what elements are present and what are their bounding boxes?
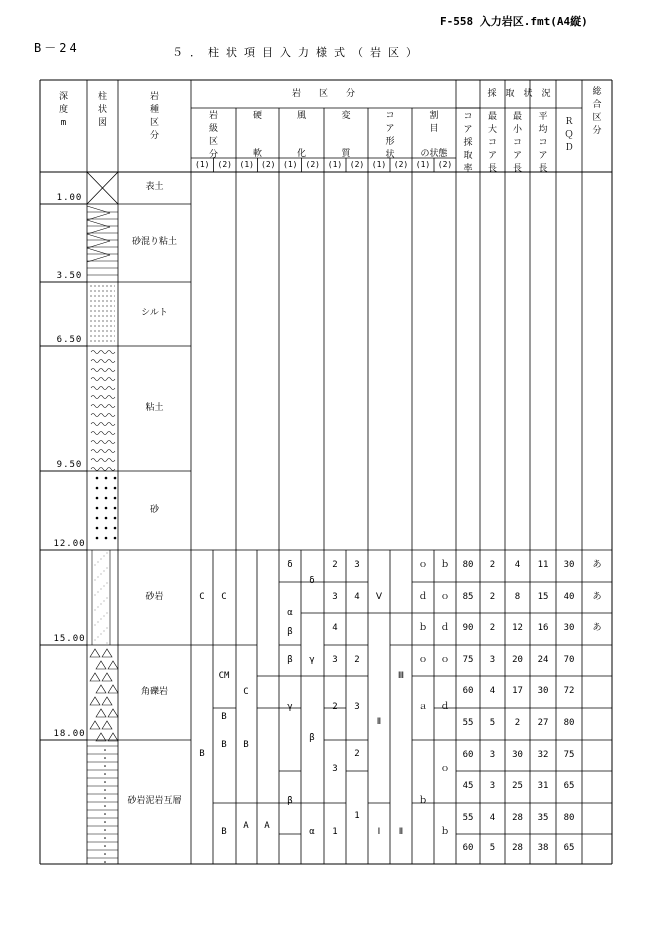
layer-name: 砂岩泥岩互層	[127, 796, 182, 806]
fracture-1: ｏ	[418, 655, 428, 665]
core-shape-header: 形	[385, 137, 395, 147]
weathering-1: β	[287, 655, 293, 665]
weathering-2: γ	[309, 655, 315, 665]
core-recovery-cell: 80	[462, 560, 474, 570]
hardness-1: B	[243, 740, 249, 750]
core-shape-header: 状	[385, 150, 395, 160]
rqd-header: Ｄ	[564, 143, 574, 153]
weathering-1: δ	[287, 560, 293, 570]
hardness-header: 軟	[252, 149, 263, 159]
hardness-1: C	[243, 687, 249, 697]
core-shape-2: Ⅲ	[397, 671, 405, 681]
avg-core-header: 均	[538, 125, 548, 135]
weathering-header: 化	[296, 149, 307, 159]
rqd-header: Ｑ	[564, 130, 574, 140]
layer-name: 粘土	[145, 402, 164, 413]
grade-1: B	[199, 749, 205, 759]
overall-cell: あ	[592, 591, 602, 602]
avg-core-cell: 16	[537, 623, 549, 633]
rock-type-header: 分	[149, 131, 160, 141]
column-chart-header: 図	[97, 118, 108, 128]
overall-header: 合	[592, 100, 602, 110]
max-core-cell: 3	[489, 781, 496, 791]
min-core-header: 最	[512, 112, 523, 122]
alteration-2: 3	[354, 702, 360, 712]
depth-header: m	[60, 118, 67, 128]
sub-col-2: (2)	[437, 160, 453, 169]
fracture-2: ｂ	[440, 560, 450, 570]
min-core-cell: 25	[512, 781, 523, 791]
rock-grade-header: 分	[208, 150, 219, 160]
layer-name: シルト	[141, 308, 168, 318]
weathering-1: γ	[287, 702, 293, 712]
min-core-header: 小	[512, 125, 523, 135]
fracture-2: ｂ	[440, 827, 450, 837]
sub-col-2: (2)	[261, 160, 276, 169]
hardness-1: A	[243, 821, 249, 831]
rqd-cell: 65	[563, 781, 575, 791]
max-core-cell: 3	[489, 749, 496, 760]
core-recovery-cell: 45	[462, 781, 474, 791]
rqd-cell: 30	[563, 623, 575, 633]
layer-name: 砂	[149, 504, 160, 515]
rqd-header: Ｒ	[564, 117, 574, 127]
core-recovery-cell: 90	[462, 623, 474, 633]
weathering-1: β	[287, 796, 293, 806]
max-core-cell: 3	[489, 654, 496, 665]
avg-core-header: 長	[538, 164, 548, 174]
layer-name: 表土	[145, 182, 164, 192]
fracture-2: ｏ	[440, 764, 450, 774]
sub-col-1: (1)	[239, 160, 254, 169]
max-core-header: コ	[487, 138, 498, 148]
alteration-1: 2	[332, 702, 338, 712]
weathering-2: β	[309, 733, 315, 743]
avg-core-cell: 38	[537, 843, 549, 853]
fracture-1: ｂ	[418, 796, 428, 806]
fracture-header: 割	[429, 111, 439, 121]
overall-header: 区	[592, 113, 602, 123]
rqd-cell: 70	[563, 654, 575, 665]
rock-type-header: 岩	[149, 92, 160, 102]
alteration-header: 変	[341, 111, 351, 121]
layer-name: 砂混り粘土	[131, 237, 178, 247]
avg-core-cell: 32	[537, 749, 549, 760]
max-core-cell: 5	[489, 718, 496, 728]
column-chart-header: 柱	[97, 92, 108, 102]
max-core-cell: 2	[489, 560, 496, 570]
grade-2: B	[221, 827, 227, 837]
sub-col-1: (1)	[371, 160, 387, 169]
rock-type-header: 区	[149, 118, 160, 128]
min-core-cell: 20	[512, 654, 523, 665]
alteration-1: 3	[332, 592, 338, 602]
alteration-2: 2	[354, 749, 360, 759]
core-recovery-header: コ	[463, 112, 473, 122]
rqd-cell: 80	[563, 812, 575, 823]
alteration-2: 3	[354, 560, 360, 570]
sub-col-1: (1)	[327, 160, 343, 169]
min-core-cell: 17	[512, 686, 523, 696]
weathering-1: α	[287, 608, 293, 618]
depth-header: 度	[58, 105, 69, 115]
layer-depth: 3.50	[56, 271, 83, 281]
grade-2: B	[221, 740, 227, 750]
overall-header: 分	[592, 126, 602, 136]
weathering-1: β	[287, 627, 293, 637]
avg-core-cell: 11	[537, 560, 549, 570]
rqd-cell: 40	[563, 591, 575, 602]
min-core-header: ア	[512, 151, 523, 161]
max-core-cell: 4	[489, 812, 496, 823]
avg-core-cell: 27	[537, 718, 549, 728]
weathering-header: 風	[296, 111, 307, 121]
boring-id: B－24	[34, 41, 80, 55]
core-recovery-cell: 55	[462, 812, 474, 823]
min-core-cell: 12	[512, 623, 523, 633]
alteration-1: 4	[332, 623, 338, 633]
core-recovery-header: 率	[463, 164, 473, 174]
alteration-header: 質	[341, 149, 351, 159]
grade-1: C	[199, 592, 205, 602]
rock-grade-header: 岩	[208, 111, 219, 121]
rqd-cell: 65	[563, 843, 575, 853]
sub-col-2: (2)	[349, 160, 365, 169]
layer-depth: 1.00	[56, 193, 83, 203]
layer-depth: 15.00	[53, 634, 86, 644]
sub-col-1: (1)	[415, 160, 431, 169]
fracture-2: ｄ	[440, 623, 450, 633]
core-recovery-header: 採	[463, 138, 473, 148]
avg-core-header: 平	[538, 112, 548, 122]
overall-cell: あ	[592, 560, 602, 570]
column-chart-header: 状	[97, 105, 108, 115]
rock-grade-header: 級	[208, 124, 219, 134]
max-core-header: 大	[487, 125, 498, 135]
avg-core-header: ア	[538, 151, 548, 161]
core-recovery-header: ア	[463, 125, 473, 135]
rock-grade-header: 区	[208, 137, 219, 147]
sub-col-2: (2)	[393, 160, 409, 169]
max-core-cell: 4	[489, 686, 496, 696]
fracture-1: ｄ	[418, 592, 428, 602]
core-shape-2: Ⅱ	[398, 827, 404, 837]
min-core-cell: 4	[514, 560, 521, 570]
min-core-header: 長	[512, 164, 523, 174]
alteration-2: 2	[354, 655, 360, 665]
max-core-header: ア	[487, 151, 498, 161]
fracture-2: ｏ	[440, 655, 450, 665]
alteration-2: 4	[354, 592, 360, 602]
overall-header: 総	[592, 87, 602, 97]
min-core-header: コ	[512, 138, 523, 148]
core-recovery-cell: 75	[462, 654, 474, 665]
file-label: F-558 入力岩区.fmt(A4縦)	[440, 15, 588, 28]
weathering-2: α	[309, 827, 315, 837]
core-shape-1: Ⅰ	[377, 827, 381, 837]
max-core-cell: 5	[489, 843, 496, 853]
core-shape-1: Ⅱ	[376, 717, 382, 727]
depth-header: 深	[58, 92, 69, 102]
fracture-1: ａ	[418, 702, 428, 712]
avg-core-header: コ	[538, 138, 548, 148]
core-shape-header: ア	[385, 124, 395, 134]
alteration-1: 3	[332, 655, 338, 665]
avg-core-cell: 35	[537, 812, 549, 823]
hardness-2: A	[264, 821, 270, 831]
fracture-2: ｏ	[440, 592, 450, 602]
core-recovery-cell: 60	[462, 749, 474, 760]
core-shape-header: コ	[385, 111, 395, 121]
sub-col-1: (1)	[195, 160, 210, 169]
core-recovery-cell: 60	[462, 686, 474, 696]
layer-depth: 12.00	[53, 539, 86, 549]
sampling-group-header: 採 取 状 況	[487, 89, 551, 99]
rqd-cell: 80	[563, 718, 575, 728]
min-core-cell: 8	[514, 591, 521, 602]
sub-col-2: (2)	[305, 160, 320, 169]
layer-depth: 9.50	[56, 460, 83, 470]
layer-depth: 6.50	[56, 335, 83, 345]
core-recovery-cell: 55	[462, 718, 474, 728]
avg-core-cell: 24	[537, 654, 549, 665]
weathering-2: δ	[309, 576, 315, 586]
fracture-header: の状態	[420, 149, 448, 159]
avg-core-cell: 15	[537, 591, 549, 602]
rqd-cell: 75	[563, 749, 575, 760]
core-recovery-header: 取	[463, 151, 473, 161]
layer-name: 砂岩	[145, 591, 164, 602]
grade-2: CM	[218, 671, 230, 681]
rock-class-group-header: 岩 区 分	[291, 89, 356, 99]
layer-depth: 18.00	[53, 729, 86, 739]
core-recovery-cell: 60	[462, 843, 474, 853]
rock-type-header: 種	[149, 105, 160, 115]
avg-core-cell: 30	[537, 686, 549, 696]
fracture-2: ｄ	[440, 702, 450, 712]
max-core-cell: 2	[489, 623, 496, 633]
alteration-1: 2	[332, 560, 338, 570]
alteration-1: 1	[332, 827, 338, 837]
core-recovery-cell: 85	[462, 591, 474, 602]
hardness-header: 硬	[252, 111, 263, 121]
max-core-header: 長	[487, 164, 498, 174]
page-title: ５．柱状項目入力様式（岩区）	[172, 46, 424, 59]
rqd-cell: 30	[563, 560, 575, 570]
min-core-cell: 28	[512, 843, 523, 853]
max-core-header: 最	[487, 112, 498, 122]
min-core-cell: 30	[512, 749, 523, 760]
min-core-cell: 2	[514, 718, 521, 728]
sub-col-2: (2)	[217, 160, 232, 169]
fracture-1: ｏ	[418, 560, 428, 570]
fracture-1: ｂ	[418, 623, 428, 633]
grade-2: B	[221, 712, 227, 722]
min-core-cell: 28	[512, 812, 523, 823]
grade-2: C	[221, 592, 227, 602]
core-shape-1: Ⅴ	[375, 592, 383, 602]
max-core-cell: 2	[489, 591, 496, 602]
alteration-2: 1	[354, 811, 360, 821]
layer-name: 角礫岩	[140, 686, 169, 697]
avg-core-cell: 31	[537, 781, 549, 791]
alteration-1: 3	[332, 764, 338, 774]
rqd-cell: 72	[563, 686, 575, 696]
overall-cell: あ	[592, 623, 602, 633]
fracture-header: 目	[429, 124, 439, 134]
sub-col-1: (1)	[283, 160, 298, 169]
